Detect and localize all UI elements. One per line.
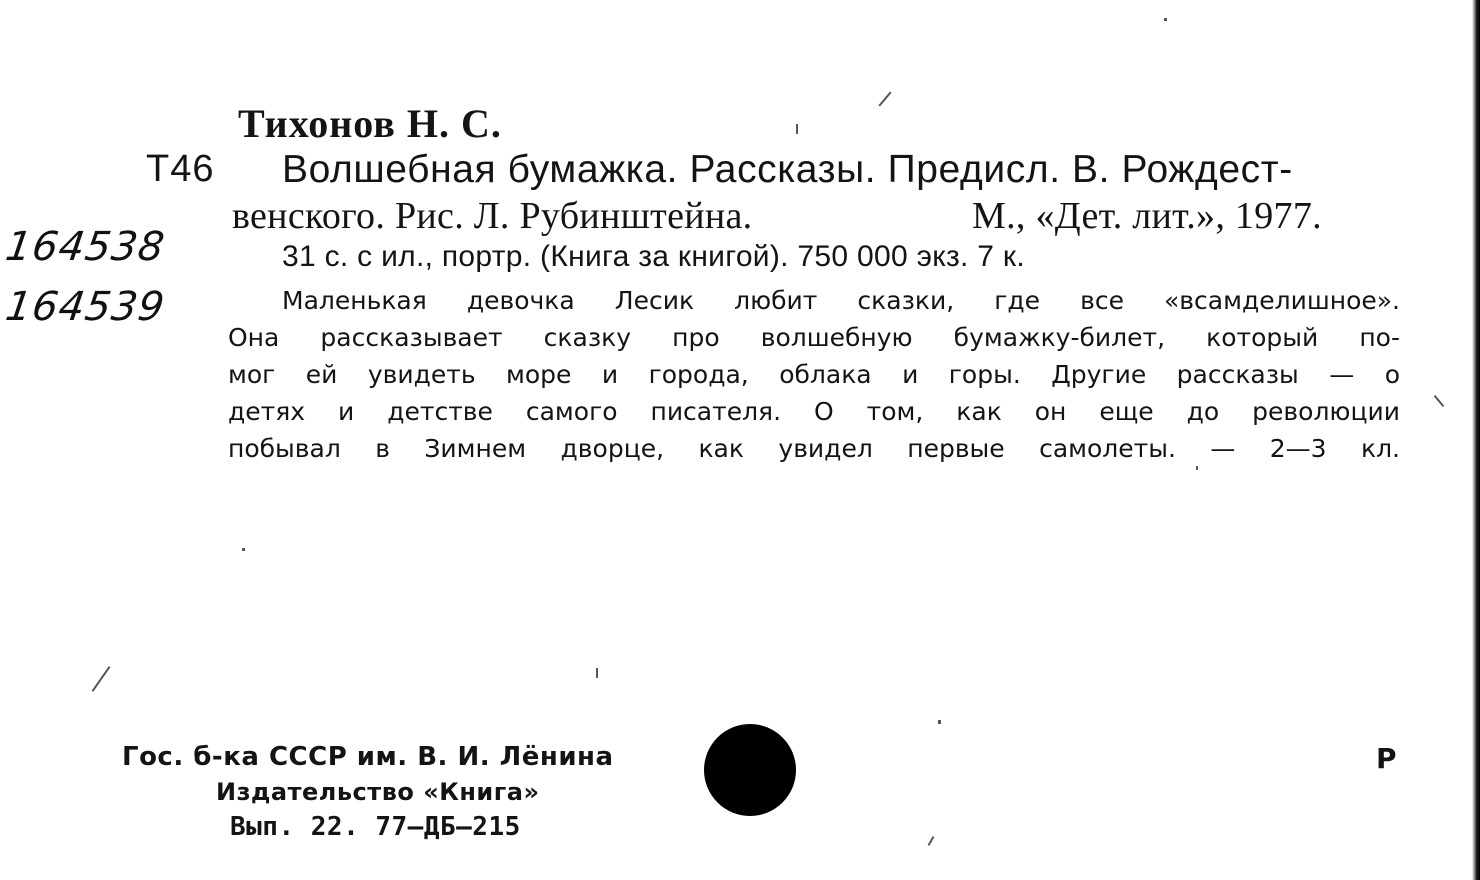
annotation-line: побывал в Зимнем дворце, как увидел первые самолеты. — 2—3 кл. (228, 434, 1400, 463)
dust-speck (92, 666, 111, 692)
call-number: Т46 (146, 148, 215, 190)
dust-speck (1164, 18, 1167, 21)
dust-speck (596, 668, 598, 678)
issue-code: Вып. 22. 77—ДБ—215 (230, 812, 521, 842)
title-line-1: Волшебная бумажка. Рассказы. Предисл. В. Рождест- (282, 148, 1293, 191)
classification-mark: Р (1376, 742, 1397, 775)
dust-speck (1434, 395, 1445, 407)
library-credit: Гос. б-ка СССР им. В. И. Лёнина (122, 742, 614, 772)
dust-speck (878, 91, 891, 106)
annotation-line: Она рассказывает сказку про волшебную бумажку-билет, который по- (228, 323, 1400, 352)
publisher-credit: Издательство «Книга» (216, 778, 540, 806)
dust-speck (796, 124, 798, 134)
collation: 31 с. с ил., портр. (Книга за книгой). 750 000 экз. 7 к. (282, 240, 1025, 273)
title-line-2: венского. Рис. Л. Рубинштейна. (232, 195, 753, 237)
annotation-line: детях и детстве самого писателя. О том, как он еще до революции (228, 397, 1400, 426)
dust-speck (242, 548, 245, 551)
dust-speck (938, 720, 941, 724)
inventory-number-handwritten: 164539 (2, 284, 168, 330)
card-edge-shadow (1472, 0, 1480, 880)
annotation-line: Маленькая девочка Лесик любит сказки, где все «всамделишное». (282, 286, 1400, 315)
dust-speck (928, 836, 935, 846)
annotation (228, 282, 1400, 467)
inventory-number-handwritten: 164538 (2, 224, 168, 270)
author-heading: Тихонов Н. С. (238, 101, 502, 146)
imprint: М., «Дет. лит.», 1977. (972, 195, 1322, 237)
punch-hole (704, 724, 796, 816)
annotation-line: мог ей увидеть море и города, облака и горы. Другие рассказы — о (228, 360, 1400, 389)
dust-speck (1196, 466, 1198, 470)
